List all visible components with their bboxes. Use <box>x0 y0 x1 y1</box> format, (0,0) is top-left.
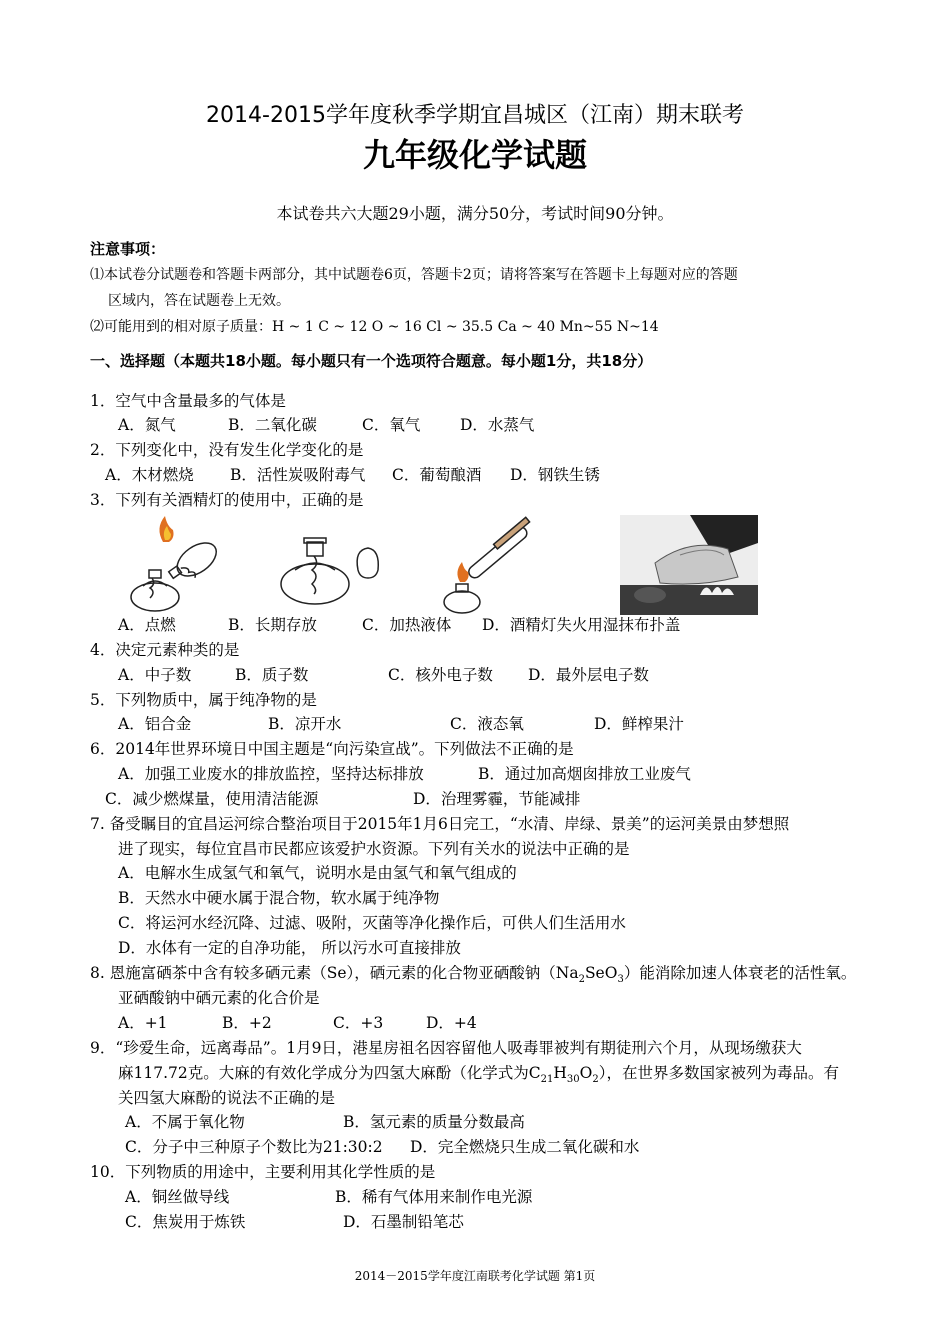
note-1b: 区域内，答在试题卷上无效。 <box>108 293 290 309</box>
q4-option-b: B．质子数 <box>235 666 309 684</box>
q6-option-d: D．治理雾霾，节能减排 <box>413 790 581 808</box>
q9-stem-2: 麻117.72克。大麻的有效化学成分为四氢大麻酚（化学式为$C_{21}H_{30}O_2$），在世界多数国家被列为毒品。有 <box>118 1064 839 1086</box>
q8-option-c: C．+3 <box>333 1014 384 1032</box>
q5-option-b: B．凉开水 <box>268 715 342 733</box>
q1-option-a: A．氮气 <box>118 416 176 434</box>
q3-option-d: D．酒精灯失火用湿抹布扑盖 <box>482 616 681 634</box>
q9-option-a: A．不属于氧化物 <box>125 1113 245 1131</box>
exam-intro: 本试卷共六大题29小题，满分50分，考试时间90分钟。 <box>276 204 674 223</box>
q5-stem: 5．下列物质中，属于纯净物的是 <box>90 691 317 709</box>
q10-option-a: A．铜丝做导线 <box>125 1188 230 1206</box>
q5-option-c: C．液态氧 <box>450 715 524 733</box>
wet-cloth-photo <box>620 515 758 615</box>
q10-option-d: D．石墨制铅笔芯 <box>343 1213 464 1231</box>
q4-option-d: D．最外层电子数 <box>528 666 649 684</box>
q8-option-b: B．+2 <box>222 1014 272 1032</box>
q7-stem-1: 7. 备受瞩目的宜昌运河综合整治项目于2015年1月6日完工，“水清、岸绿、景美”的运河美景由梦想照 <box>90 815 790 833</box>
q6-option-a: A．加强工业废水的排放监控，坚持达标排放 <box>118 765 424 783</box>
q9-option-c: C．分子中三种原子个数比为21:30:2 <box>125 1138 383 1156</box>
lamp-storage-figure <box>270 512 385 617</box>
page-footer: 2014－2015学年度江南联考化学试题 第1页 <box>354 1269 596 1283</box>
q2-stem: 2．下列变化中，没有发生化学变化的是 <box>90 441 364 459</box>
q3-stem: 3．下列有关酒精灯的使用中，正确的是 <box>90 491 364 509</box>
q7-option-d: D．水体有一定的自净功能， 所以污水可直接排放 <box>118 939 461 957</box>
q8-option-a: A．+1 <box>118 1014 168 1032</box>
q10-stem: 10．下列物质的用途中，主要利用其化学性质的是 <box>90 1163 436 1181</box>
q8-stem-2: 亚硒酸钠中硒元素的化合价是 <box>118 989 320 1007</box>
note-1a: ⑴本试卷分试题卷和答题卡两部分，其中试题卷6页，答题卡2页；请将答案写在答题卡上每题对应的答题 <box>90 267 738 283</box>
q10-option-c: C．焦炭用于炼铁 <box>125 1213 246 1231</box>
q8-stem-1: 8. 恩施富硒茶中含有较多硒元素（Se），硒元素的化合物亚硒酸钠$(Na_2SeO_3)$能消除加速人体衰老的活性氧。 <box>90 964 857 986</box>
q5-option-d: D．鲜榨果汁 <box>594 715 684 733</box>
q2-option-d: D．钢铁生锈 <box>510 466 600 484</box>
q3-option-c: C．加热液体 <box>362 616 452 634</box>
q9-option-b: B．氢元素的质量分数最高 <box>343 1113 525 1131</box>
q9-option-d: D．完全燃烧只生成二氧化碳和水 <box>410 1138 640 1156</box>
q7-option-c: C．将运河水经沉降、过滤、吸附，灭菌等净化操作后，可供人们生活用水 <box>118 914 626 932</box>
q6-option-b: B．通过加高烟囱排放工业废气 <box>478 765 691 783</box>
q2-option-b: B．活性炭吸附毒气 <box>230 466 366 484</box>
q3-option-a: A．点燃 <box>118 616 176 634</box>
q4-option-a: A．中子数 <box>118 666 192 684</box>
q8-option-d: D．+4 <box>426 1014 477 1032</box>
q3-option-b: B．长期存放 <box>228 616 317 634</box>
q7-option-a: A．电解水生成氢气和氧气，说明水是由氢气和氧气组成的 <box>118 864 517 882</box>
note-2: ⑵可能用到的相对原子质量：H ~ 1 C ~ 12 O ~ 16 Cl ~ 35.5 Ca ~ 40 Mn~55 N~14 <box>90 319 659 335</box>
q2-option-c: C．葡萄酿酒 <box>392 466 482 484</box>
q6-option-c: C．减少燃煤量，使用清洁能源 <box>105 790 319 808</box>
q7-option-b: B．天然水中硬水属于混合物，软水属于纯净物 <box>118 889 440 907</box>
q1-option-c: C．氧气 <box>362 416 421 434</box>
section-1-heading: 一、选择题（本题共18小题。每小题只有一个选项符合题意。每小题1分，共18分） <box>90 352 653 370</box>
q9-stem-3: 关四氢大麻酚的说法不正确的是 <box>118 1089 336 1107</box>
q1-option-b: B．二氧化碳 <box>228 416 317 434</box>
q6-stem: 6．2014年世界环境日中国主题是“向污染宣战”。下列做法不正确的是 <box>90 740 574 758</box>
heating-liquid-figure <box>440 512 555 617</box>
notes-heading: 注意事项： <box>90 240 166 258</box>
exam-subtitle: 九年级化学试题 <box>362 136 587 174</box>
q4-stem: 4．决定元素种类的是 <box>90 641 240 659</box>
q4-option-c: C．核外电子数 <box>388 666 493 684</box>
q1-stem: 1．空气中含量最多的气体是 <box>90 392 286 410</box>
q9-stem-1: 9．“珍爱生命，远离毒品”。1月9日，港星房祖名因容留他人吸毒罪被判有期徒刑六个月，从现场缴获大 <box>90 1039 802 1057</box>
q7-stem-2: 进了现实，每位宜昌市民都应该爱护水资源。下列有关水的说法中正确的是 <box>118 840 630 858</box>
q10-option-b: B．稀有气体用来制作电光源 <box>335 1188 533 1206</box>
q2-option-a: A．木材燃烧 <box>105 466 194 484</box>
q1-option-d: D．水蒸气 <box>460 416 535 434</box>
exam-title: 2014-2015学年度秋季学期宜昌城区（江南）期末联考 <box>206 103 744 128</box>
lamp-lighting-figure <box>125 512 225 617</box>
q5-option-a: A．铝合金 <box>118 715 192 733</box>
